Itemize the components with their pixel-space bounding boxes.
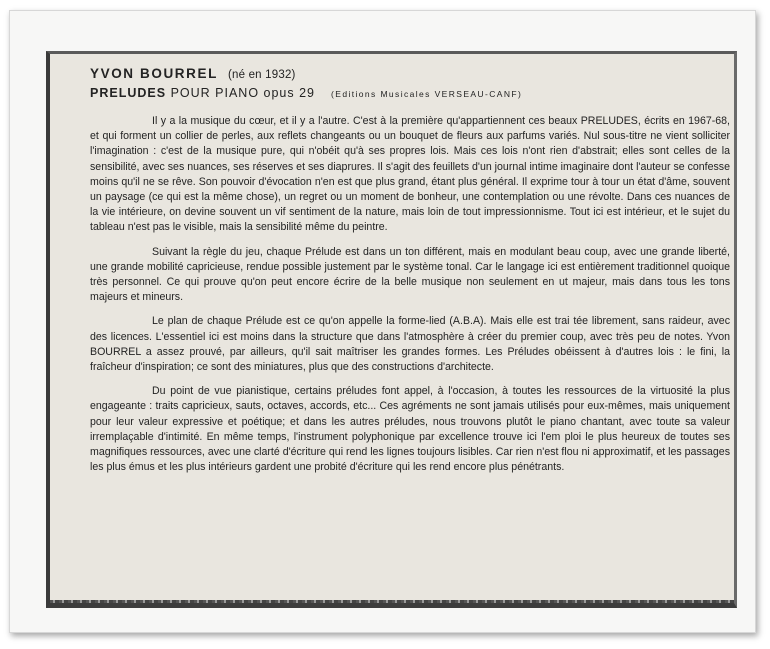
paragraph-form: Le plan de chaque Prélude est ce qu'on appelle la forme-lied (A.B.A). Mais elle est trai tée librement, sans raideur, avec des licences. L'essentiel ici est moins dans la structure que dans l'atmosphère à créer du premier coup, avec très peu de notes. Yvon BOURREL a assez prouvé, par ailleurs, qu'il sait maîtriser les grandes formes. Les Préludes obéissent à d'autres lois : le fini, la fraîcheur d'inspiration; ce sont des miniatures, plus que des constructions d'architecte. (90, 315, 730, 374)
paragraph-tonality: Suivant la règle du jeu, chaque Prélude est dans un ton différent, mais en modulant beau coup, avec une grande liberté, une grande mobilité capricieuse, rendue possible justement par le système tonal. Car le langage ici est entièrement traditionnel quoique très personnel. Ce qui prouve qu'on peut encore écrire de la belle musique non seulement en ut majeur, mais dans tous les tons majeurs et mineurs. (90, 245, 730, 304)
scanned-document (46, 51, 737, 608)
composer-birth-year: (né en 1932) (227, 69, 296, 81)
paragraph-intro: Il y a la musique du cœur, et il y a l'autre. C'est à la première qu'appartiennent ces beaux PRELUDES, écrits en 1967-68, et qui forment un collier de perles, aux reflets changeants ou un bouquet de fleurs aux parfums variés. Nul sous-titre ne vient solliciter l'imagination : c'est de la musique pure, qui n'obéit qu'à ses propres lois. Mais ces lois n'ont rien d'abstrait; elles sont celles de la sensibilité, avec ses nuances, ses réserves et ses diaprures. Il s'agit des feuillets d'un journal intime imaginaire dont l'auteur se confesse moins qu'il ne se rêve. Son pouvoir d'évocation n'en est que plus grand, étant plus général. Il exprime tour à tour un état d'âme, souvent un paysage (ce qui est la même chose), un regret ou un moment de bonheur, une contemplation ou une révolte. Dans ces nuances de la vie intérieure, on devine souvent un vif sentiment de la nature, mais loin de tout impressionnisme. Tout ici est intérieur, et le sujet du tableau n'est pas le visible, mais la sensibilité même du peintre. (90, 115, 730, 234)
composer-heading (90, 64, 730, 83)
work-title: PRELUDES (90, 86, 167, 100)
scan-bottom-edge (50, 600, 734, 603)
work-subtitle: POUR PIANO opus 29 (170, 86, 316, 100)
composer-name: YVON BOURREL (90, 66, 218, 81)
liner-notes-page (90, 64, 730, 475)
photo-frame (9, 10, 756, 633)
article-body (90, 114, 730, 475)
work-heading (90, 83, 730, 103)
paragraph-pianistic: Du point de vue pianistique, certains préludes font appel, à l'occasion, à toutes les ressources de la virtuosité la plus engageante : traits capricieux, sauts, octaves, accords, etc... Ces agréments ne sont jamais utilisés pour eux-mêmes, mais uniquement pour leur valeur expressive et poétique; et dans les autres préludes, nous trouvons plutôt le piano chantant, avec toute sa valeur irremplaçable d'intimité. En même temps, l'instrument polyphonique par excellence trouve ici l'em ploi le plus heureux de toutes ses magnifiques ressources, avec une clarté d'écriture qui rend les lignes toujours lisibles. Car rien n'est flou ni approximatif, et les passages les plus émus et les plus intérieurs gardent une probité d'écriture qui les rend encore plus pénétrants. (90, 385, 730, 474)
publisher-credit: (Editions Musicales VERSEAU-CANF) (331, 89, 523, 99)
